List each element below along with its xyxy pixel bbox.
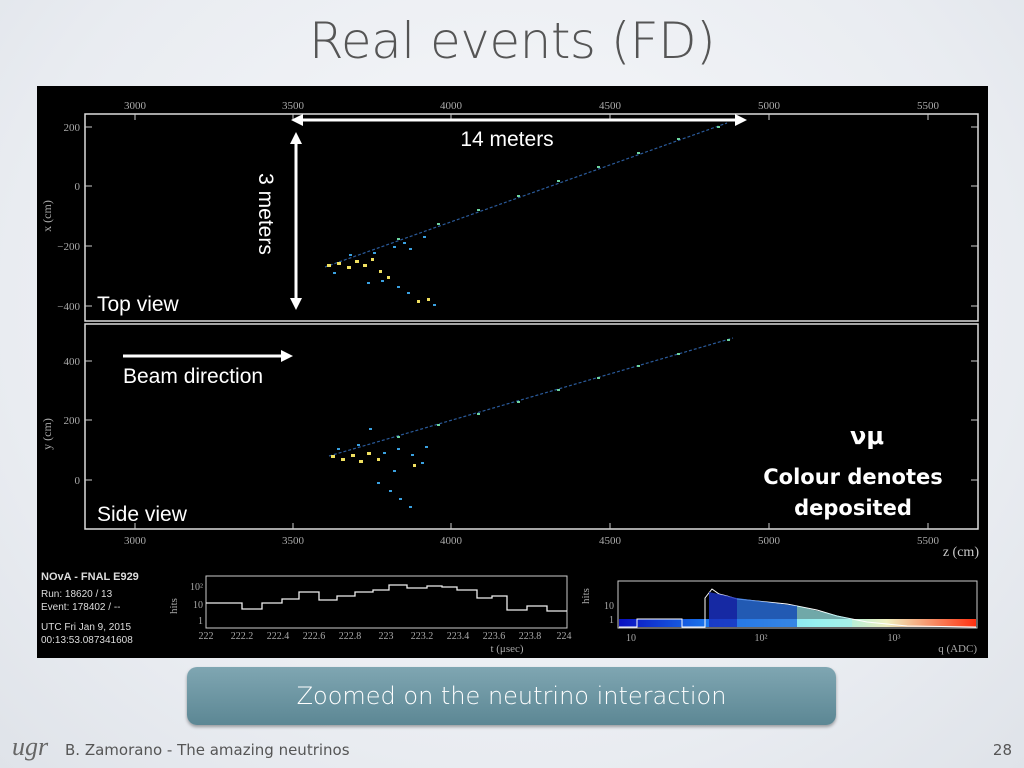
timing-x-tick: 222.6 [302,631,326,642]
timing-x-tick: 223.2 [410,631,434,642]
x-tick: 0 [74,181,80,193]
event-info [41,571,139,646]
page-number: 28 [992,741,1012,759]
footer-text: B. Zamorano - The amazing neutrinos [65,741,350,759]
timing-x-tick: 223 [378,631,394,642]
neutrino-symbol: νμ [849,422,885,450]
timing-x-tick: 223.4 [446,631,470,642]
caption-banner: Zoomed on the neutrino interaction [187,667,836,725]
timing-x-tick: 223.8 [518,631,542,642]
top-z-tick: 5500 [917,100,939,112]
top-z-tick: 4500 [599,100,621,112]
bottom-z-tick: 4500 [599,535,621,547]
y-tick: 200 [63,415,80,427]
bottom-z-tick: 5500 [917,535,939,547]
top-z-tick: 3000 [124,100,146,112]
event-number: Event: 178402 / -- [41,602,121,613]
bottom-z-tick: 3500 [282,535,304,547]
top-z-tick-labels [124,100,940,112]
top-z-tick: 5000 [758,100,780,112]
bottom-z-tick: 5000 [758,535,780,547]
timing-xlabel: t (μsec) [490,643,524,655]
top-z-tick: 4000 [440,100,462,112]
height-arrow [290,132,302,310]
timing-y-tick: 10 [193,600,203,611]
charge-x-tick: 10 [626,633,636,644]
bottom-z-tick: 4000 [440,535,462,547]
timing-ylabel: hits [168,598,180,614]
timing-x-tick: 222.2 [230,631,254,642]
top-view-label: Top view [97,293,179,316]
side-view-track [329,338,733,508]
side-view-label: Side view [97,503,187,526]
charge-y-tick: 1 [609,615,614,626]
x-tick: 200 [63,122,80,134]
timing-y-tick: 10² [190,582,203,593]
colour-note-line2: deposited [794,496,912,520]
height-annotation: 3 meters [254,173,277,255]
experiment-name: NOvA - FNAL E929 [41,571,139,583]
charge-ylabel: hits [580,588,592,604]
timing-y-tick: 1 [198,616,203,627]
event-display [37,86,988,658]
timing-x-tick: 224 [556,631,572,642]
length-arrow [291,114,747,126]
charge-histogram [580,581,977,655]
beam-direction-arrow [123,350,293,362]
x-tick-labels [57,122,80,313]
utc-date: UTC Fri Jan 9, 2015 [41,622,132,633]
charge-x-tick: 10³ [887,633,901,644]
x-axis-label: x (cm) [40,200,54,232]
run-number: Run: 18620 / 13 [41,589,113,600]
timing-x-tick: 222 [198,631,214,642]
timing-x-tick: 222.8 [338,631,362,642]
timing-x-tick: 222.4 [266,631,290,642]
timing-x-tick: 223.6 [482,631,506,642]
x-tick: −200 [57,241,80,253]
length-annotation: 14 meters [460,128,554,151]
top-z-tick: 3500 [282,100,304,112]
charge-xlabel: q (ADC) [938,643,977,655]
bottom-z-tick: 3000 [124,535,146,547]
z-axis-label: z (cm) [942,545,979,560]
y-axis-label: y (cm) [40,418,54,450]
x-tick: −400 [57,301,80,313]
charge-x-tick: 10² [754,633,768,644]
y-tick: 400 [63,356,80,368]
charge-y-tick: 10 [604,601,614,612]
bottom-z-tick-labels [124,535,940,547]
y-tick: 0 [74,475,80,487]
y-tick-labels [64,356,81,487]
event-display-canvas [37,86,988,658]
slide-title: Real events (FD) [308,12,716,70]
colour-note-line1: Colour denotes [763,465,943,489]
university-logo: ugr [12,732,49,761]
utc-time: 00:13:53.087341608 [41,635,133,646]
timing-histogram [168,576,572,655]
beam-label: Beam direction [123,365,264,388]
